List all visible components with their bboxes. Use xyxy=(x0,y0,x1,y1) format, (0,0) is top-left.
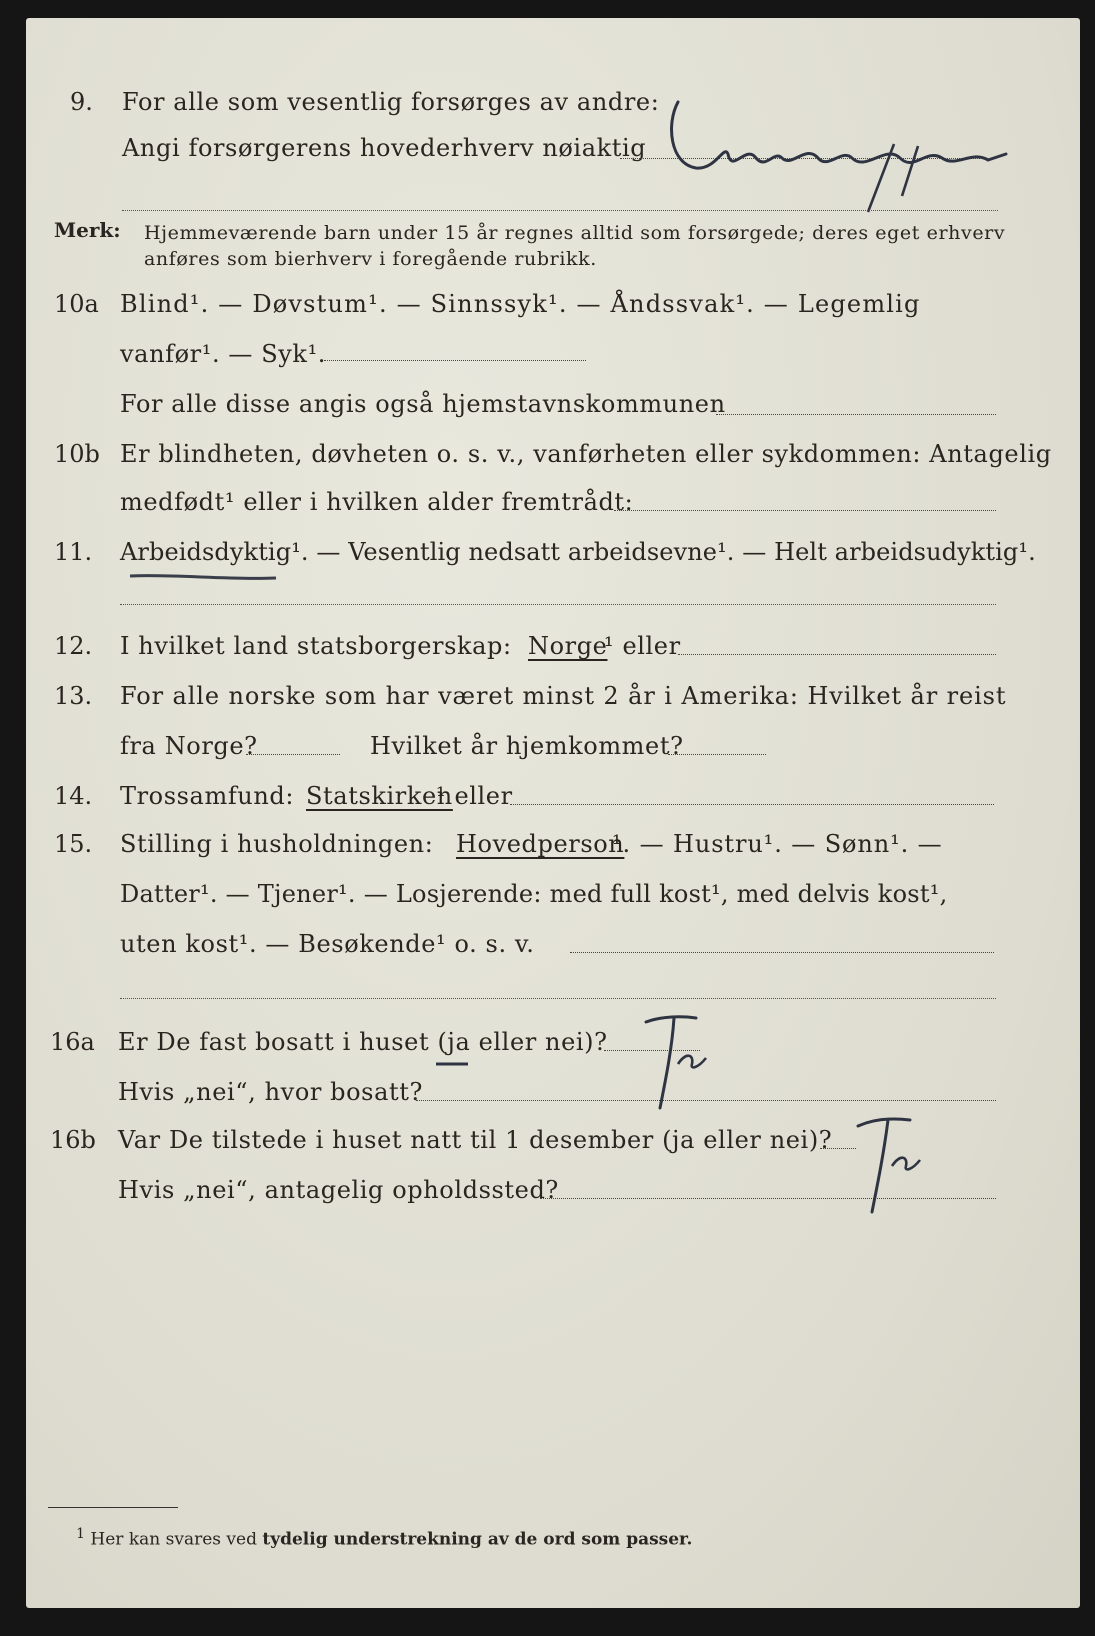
footnote-mark: 1 xyxy=(76,1526,86,1542)
q16a-handwritten-answer xyxy=(622,1008,712,1118)
q15-rule xyxy=(120,998,996,999)
q14-dots xyxy=(510,804,994,805)
q13-hjemkommet-dots xyxy=(668,754,766,755)
q12-suffix: ¹ eller xyxy=(604,632,681,660)
q10b-number: 10b xyxy=(54,440,100,468)
q10b-dots xyxy=(614,510,996,511)
q10b-line2: medfødt¹ eller i hvilken alder fremtrådt: xyxy=(120,488,634,516)
q9-line2: Angi forsørgerens hovederhverv nøiaktig xyxy=(122,134,647,162)
q16a-line2: Hvis „nei“, hvor bosatt? xyxy=(118,1078,423,1106)
q15-line3: uten kost¹. — Besøkende¹ o. s. v. xyxy=(120,930,535,958)
q11-rest: ¹. — Vesentlig nedsatt arbeidsevne¹. — Helt arbeidsudyktig¹. xyxy=(291,538,1036,566)
q13-reist-dots xyxy=(246,754,340,755)
q11-rule xyxy=(120,604,996,605)
q10a-line2-dots xyxy=(324,360,586,361)
q16a-ja-underline xyxy=(432,1058,472,1070)
q9-line1: For alle som vesentlig forsørges av andre: xyxy=(122,88,660,116)
q10a-number: 10a xyxy=(54,290,99,318)
q14-suffix: ¹ eller xyxy=(436,782,513,810)
footnote xyxy=(76,1526,692,1550)
q9-answer-text: Underofficer xyxy=(756,163,769,165)
q14-option-statskirken: Statskirken xyxy=(306,782,453,810)
q10b-line1: Er blindheten, døvheten o. s. v., vanførheten eller sykdommen: Antagelig xyxy=(120,440,1052,468)
q16b-answer-text: Ja xyxy=(832,1108,834,1109)
merk-line2: anføres som bierhverv i foregående rubrikk. xyxy=(144,248,597,270)
q11-handwritten-underline xyxy=(126,570,286,584)
merk-label: Merk: xyxy=(54,218,121,242)
q9-number: 9. xyxy=(70,88,93,116)
q16a-line1: Er De fast bosatt i huset (ja eller nei)? xyxy=(118,1028,608,1056)
q16a-answer-text: Ja xyxy=(622,1008,624,1009)
q15-dots xyxy=(570,952,994,953)
footnote-rule xyxy=(48,1507,178,1508)
q16b-line1: Var De tilstede i huset natt til 1 desember (ja eller nei)? xyxy=(118,1126,833,1154)
q13-line2a: fra Norge? xyxy=(120,732,258,760)
q16a-number: 16a xyxy=(50,1028,95,1056)
q16b-line2: Hvis „nei“, antagelig opholdssted? xyxy=(118,1176,559,1204)
q11-number: 11. xyxy=(54,538,93,566)
q11-option-arbeidsdyktig: Arbeidsdyktig xyxy=(120,538,292,566)
q12-prefix: I hvilket land statsborgerskap: xyxy=(120,632,512,660)
q16b-number: 16b xyxy=(50,1126,96,1154)
q15-prefix: Stilling i husholdningen: xyxy=(120,830,434,858)
q15-rest1: ¹. — Hustru¹. — Sønn¹. — xyxy=(612,830,943,858)
q14-prefix: Trossamfund: xyxy=(120,782,295,810)
footnote-text: Her kan svares ved xyxy=(90,1529,263,1550)
q16b-handwritten-answer xyxy=(832,1108,932,1218)
q13-line2b: Hvilket år hjemkommet? xyxy=(370,732,684,760)
q15-line2: Datter¹. — Tjener¹. — Losjerende: med full kost¹, med delvis kost¹, xyxy=(120,880,948,908)
q9-handwritten-answer xyxy=(656,84,1026,214)
q10a-line3: For alle disse angis også hjemstavnskommunen xyxy=(120,390,726,418)
q14-number: 14. xyxy=(54,782,93,810)
merk-line1: Hjemmeværende barn under 15 år regnes alltid som forsørgede; deres eget erhverv xyxy=(144,222,1006,244)
q10a-line2: vanfør¹. — Syk¹. xyxy=(120,340,327,368)
footnote-bold-text: tydelig understrekning av de ord som passer. xyxy=(262,1529,693,1550)
q12-option-norge: Norge xyxy=(528,632,608,660)
census-form-page xyxy=(26,18,1080,1608)
q15-option-hovedperson: Hovedperson xyxy=(456,830,625,858)
q13-line1: For alle norske som har været minst 2 år i Amerika: Hvilket år reist xyxy=(120,682,1007,710)
q12-dots xyxy=(678,654,996,655)
q9-rule xyxy=(122,210,998,211)
q10a-line3-dots xyxy=(716,414,996,415)
q15-number: 15. xyxy=(54,830,93,858)
q10a-line1: Blind¹. — Døvstum¹. — Sinnssyk¹. — Åndssvak¹. — Legemlig xyxy=(120,290,921,318)
q13-number: 13. xyxy=(54,682,93,710)
q12-number: 12. xyxy=(54,632,93,660)
